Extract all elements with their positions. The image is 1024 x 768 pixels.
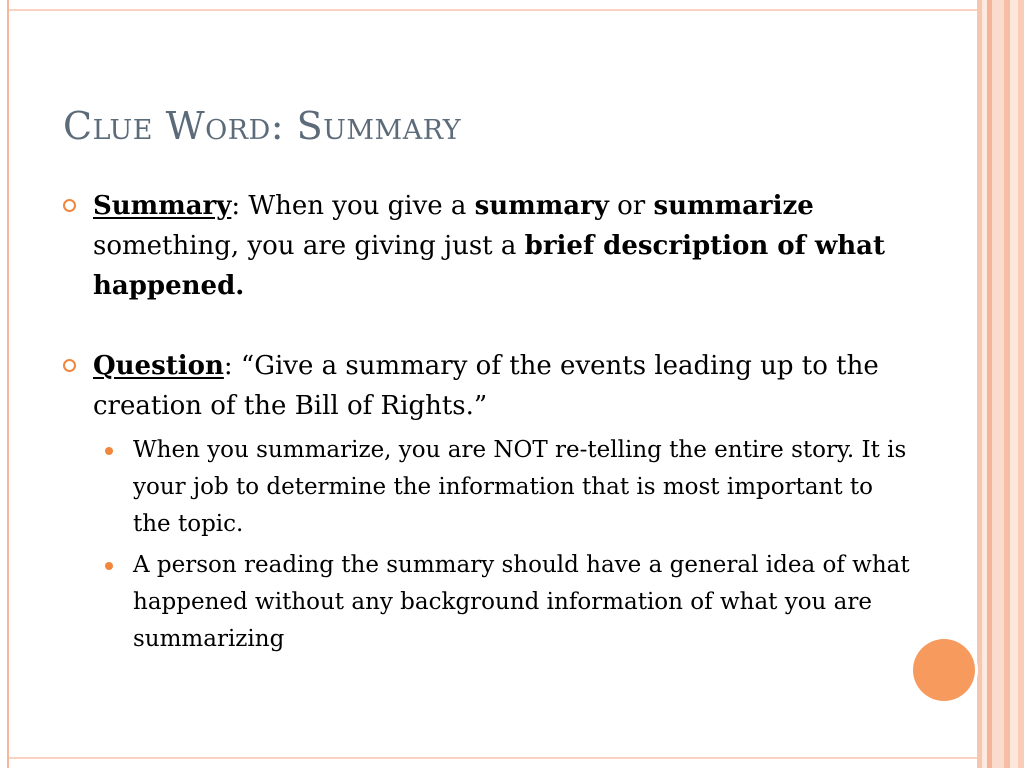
dot-bullet-icon xyxy=(105,562,113,570)
ring-bullet-icon xyxy=(63,359,76,372)
sub-bullet-item: When you summarize, you are NOT re-telling the entire story. It is your job to determine the information that is most important to the topic. xyxy=(93,432,910,543)
ring-bullet-icon xyxy=(63,199,76,212)
bullet-question: Question: “Give a summary of the events leading up to the creation of the Bill of Rights.” xyxy=(60,346,910,426)
right-stripe-decoration xyxy=(977,0,1024,768)
slide-title: Clue Word: Summary xyxy=(63,104,462,148)
term-question: Question xyxy=(93,351,224,381)
term-summary: Summary xyxy=(93,191,232,221)
dot-bullet-icon xyxy=(105,447,113,455)
left-border xyxy=(0,0,9,768)
frame-bottom-line xyxy=(9,757,977,759)
bullet-summary: Summary: When you give a summary or summarize something, you are giving just a brief description of what happened. xyxy=(60,186,910,306)
sub-bullet-list xyxy=(60,432,910,658)
sub-bullet-item: A person reading the summary should have a general idea of what happened without any background information of what you are summarizing xyxy=(93,547,910,658)
decorative-circle xyxy=(913,639,975,701)
slide-content xyxy=(60,186,910,662)
